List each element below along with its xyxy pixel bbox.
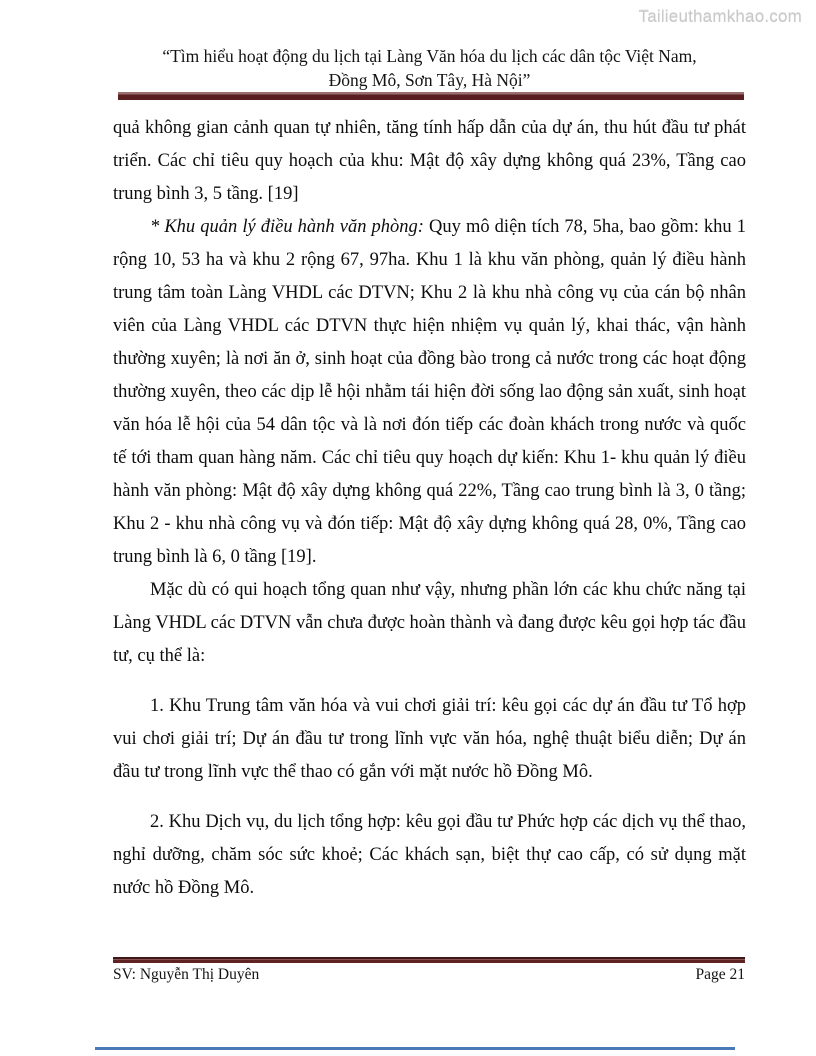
bottom-blue-line — [95, 1047, 735, 1050]
paragraph-italic-lead: * Khu quản lý điều hành văn phòng: — [150, 217, 424, 237]
header-title-line-2: Đồng Mô, Sơn Tây, Hà Nội” — [328, 70, 531, 90]
paragraph-continuation: quả không gian cảnh quan tự nhiên, tăng tính hấp dẫn của dự án, thu hút đầu tư phát triển. Các chỉ tiêu quy hoạch của khu: Mật độ xây dựng không quá 23%, Tầng cao trung bình 3, 5 tầng. [19] — [113, 118, 746, 204]
footer-page-number: Page 21 — [695, 966, 745, 983]
document-body — [113, 112, 746, 905]
header-title-line-1: “Tìm hiểu hoạt động du lịch tại Làng Văn hóa du lịch các dân tộc Việt Nam, — [162, 46, 697, 66]
page-header-title — [113, 44, 746, 92]
paragraph-khu-quan-ly-text: Quy mô diện tích 78, 5ha, bao gồm: khu 1 rộng 10, 53 ha và khu 2 rộng 67, 97ha. Khu 1 là khu văn phòng, quản lý điều hành trung tâm toàn Làng VHDL các DTVN; Khu 2 là khu nhà công vụ của cán bộ nhân viên của Làng VHDL các DTVN thực hiện nhiệm vụ quản lý, khai thác, vận hành thường xuyên; là nơi ăn ở, sinh hoạt của đồng bào trong cả nước trong các hoạt động thường xuyên, theo các dịp lễ hội nhằm tái hiện đời sống lao động sản xuất, sinh hoạt văn hóa lễ hội của 54 dân tộc và là nơi đón tiếp các đoàn khách trong nước và quốc tế tới tham quan hàng năm. Các chỉ tiêu quy hoạch dự kiến: Khu 1- khu quản lý điều hành văn phòng: Mật độ xây dựng không quá 22%, Tầng cao trung bình là 3, 0 tầng; Khu 2 - khu nhà công vụ và đón tiếp: Mật độ xây dựng không quá 28, 0%, Tầng cao trung bình là 6, 0 tầng [19]. — [113, 217, 747, 567]
footer-author: SV: Nguyễn Thị Duyên — [113, 966, 260, 983]
header-divider-rule — [118, 92, 744, 100]
page-footer — [113, 966, 745, 984]
paragraph-item-1: 1. Khu Trung tâm văn hóa và vui chơi giải trí: kêu gọi các dự án đầu tư Tổ hợp vui chơi giải trí; Dự án đầu tư trong lĩnh vực văn hóa, nghệ thuật biểu diễn; Dự án đầu tư trong lĩnh vực thể thao có gắn với mặt nước hồ Đồng Mô. — [113, 696, 746, 782]
site-watermark: Tailieuthamkhao.com — [638, 7, 802, 26]
paragraph-item-2: 2. Khu Dịch vụ, du lịch tổng hợp: kêu gọi đầu tư Phức hợp các dịch vụ thể thao, nghỉ dưỡng, chăm sóc sức khoẻ; Các khách sạn, biệt thự cao cấp, có sử dụng mặt nước hồ Đồng Mô. — [113, 812, 746, 898]
paragraph-khu-quan-ly — [113, 211, 746, 574]
paragraph-mac-du: Mặc dù có qui hoạch tổng quan như vậy, nhưng phần lớn các khu chức năng tại Làng VHDL các DTVN vẫn chưa được hoàn thành và đang được kêu gọi hợp tác đầu tư, cụ thể là: — [113, 580, 746, 666]
footer-divider-rule — [113, 957, 745, 963]
